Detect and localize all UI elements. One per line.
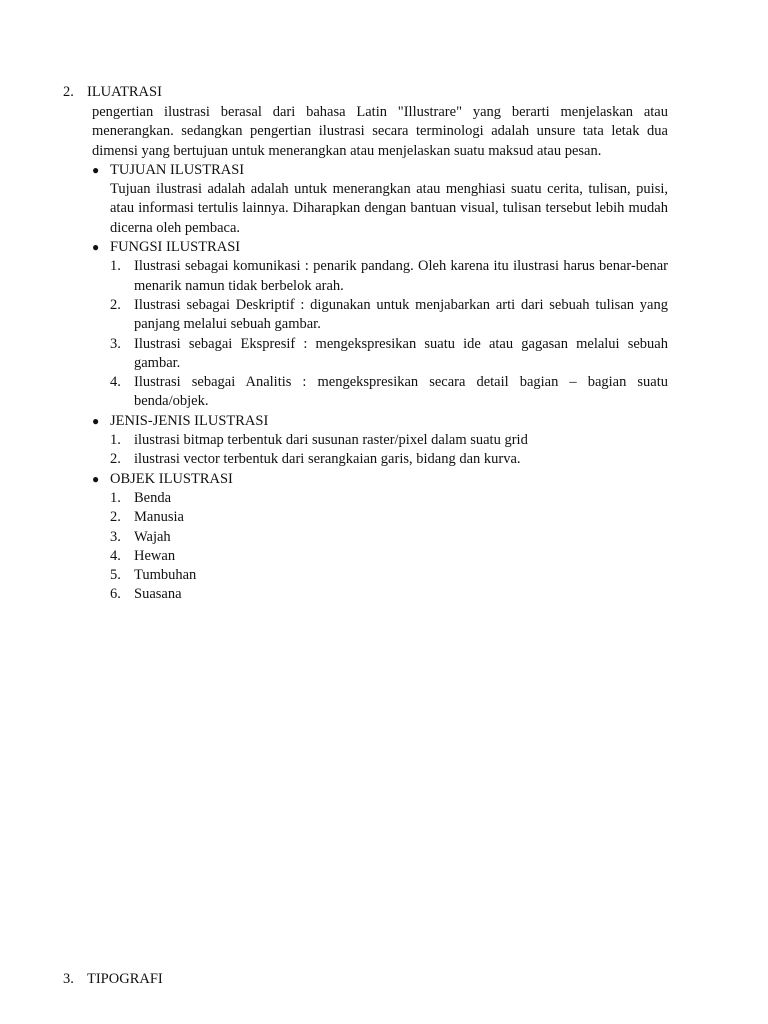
section-3-number: 3. [63,971,74,987]
intro-paragraph: pengertian ilustrasi berasal dari bahasa Latin "Illustrare" yang berarti menjelaskan atau menerangkan. sedangkan pengertian ilustrasi secara terminologi adalah unsure tata letak dua dimensi yang bertujuan untuk menerangkan atau menjelaskan suatu maksud atau pesan. [92,104,668,159]
fungsi-title: FUNGSI ILUSTRASI [110,239,241,256]
list-number: 1. [110,258,121,275]
list-item-text: Suasana [134,586,182,603]
bullet-dot-icon: ● [92,162,100,177]
section-3-title: TIPOGRAFI [87,971,163,987]
section-2-number: 2. [63,84,74,100]
objek-list [92,489,668,605]
section-2-title: ILUATRASI [87,84,162,100]
list-item-text: Benda [134,489,172,506]
list-item-text: Hewan [134,547,176,564]
jenis-list [92,431,668,470]
bullet-dot-icon: ● [92,471,100,486]
list-number: 2. [110,296,121,313]
bullet-fungsi [92,238,668,257]
list-number: 3. [110,335,121,352]
objek-title: OBJEK ILUSTRASI [110,470,233,487]
list-item-text: Ilustrasi sebagai Analitis : mengekspresikan secara detail bagian – bagian suatu benda/objek. [134,374,668,410]
bullet-dot-icon: ● [92,240,100,255]
list-number: 4. [110,374,121,391]
list-number: 2. [110,451,121,468]
list-item-text: ilustrasi vector terbentuk dari serangkaian garis, bidang dan kurva. [134,451,521,468]
list-item [92,528,668,547]
list-number: 5. [110,567,121,584]
fungsi-list [92,257,668,411]
list-item-text: Ilustrasi sebagai Deskriptif : digunakan untuk menjabarkan arti dari sebuah tulisan yang panjang melalui sebuah gambar. [134,296,668,333]
list-item [92,373,668,412]
tujuan-title: TUJUAN ILUSTRASI [110,161,245,178]
bullet-jenis [92,412,668,431]
section-3-heading [63,970,673,989]
list-item-text: Tumbuhan [134,567,197,584]
list-number: 1. [110,432,121,449]
list-number: 6. [110,586,121,603]
list-item [92,431,668,450]
list-number: 2. [110,509,121,526]
list-number: 1. [110,489,121,506]
list-number: 4. [110,547,121,564]
list-item [92,296,668,335]
list-item [92,489,668,508]
list-item [92,547,668,566]
list-number: 3. [110,528,121,545]
section-2-heading [63,83,673,102]
list-item-text: Manusia [134,509,184,526]
list-item-text: Wajah [134,528,171,545]
section-2-body [92,103,668,605]
list-item [92,450,668,469]
list-item-text: ilustrasi bitmap terbentuk dari susunan raster/pixel dalam suatu grid [134,432,528,449]
list-item [92,585,668,604]
list-item [92,335,668,374]
bullet-objek [92,470,668,489]
list-item-text: Ilustrasi sebagai komunikasi : penarik pandang. Oleh karena itu ilustrasi harus benar-benar menarik namun tidak berbelok arah. [134,258,668,294]
list-item [92,257,668,296]
list-item [92,566,668,585]
list-item-text: Ilustrasi sebagai Ekspresif : mengekspresikan suatu ide atau gagasan melalui sebuah gambar. [134,335,668,371]
jenis-title: JENIS-JENIS ILUSTRASI [110,412,269,429]
list-item [92,508,668,527]
tujuan-paragraph: Tujuan ilustrasi adalah adalah untuk menerangkan atau menghiasi suatu cerita, tulisan, puisi, atau informasi tertulis lainnya. Diharapkan dengan bantuan visual, tulisan tersebut lebih mudah dicerna oleh pembaca. [110,181,668,236]
bullet-dot-icon: ● [92,413,100,428]
bullet-tujuan [92,161,668,180]
